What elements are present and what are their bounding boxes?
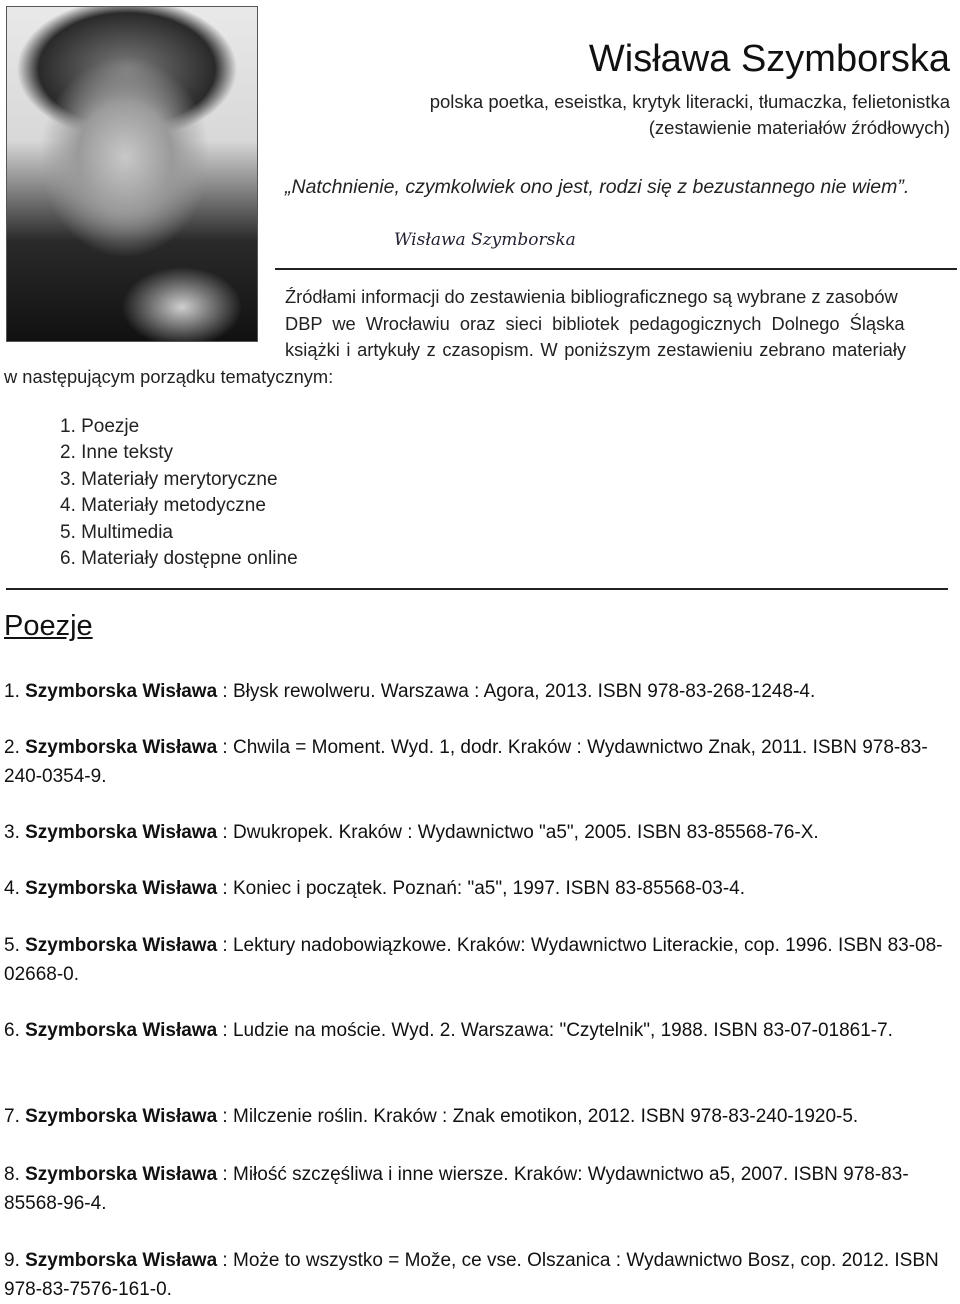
toc-item: 4. Materiały metodyczne [60, 495, 266, 517]
entry-details: : Chwila = Moment. Wyd. 1, dodr. Kraków : Wydawnictwo Znak, 2011. ISBN 978-83-240-0354-9. [4, 737, 928, 787]
entry-details: : Lektury nadobowiązkowe. Kraków: Wydawnictwo Literackie, cop. 1996. ISBN 83-08-02668-0. [4, 935, 943, 985]
bibliography-entry [4, 1246, 954, 1304]
subtitle-line: (zestawienie materiałów źródłowych) [648, 117, 950, 138]
entry-details: : Koniec i początek. Poznań: "a5", 1997. ISBN 83-85568-03-4. [217, 878, 746, 899]
entry-author: Szymborska Wisława [25, 822, 218, 843]
quote-text: „Natchnienie, czymkolwiek ono jest, rodzi się z bezustannego nie wiem”. [285, 176, 910, 198]
entry-number: 9. [4, 1250, 26, 1271]
quote-author: Wisława Szymborska [394, 230, 576, 250]
bibliography-entry [4, 1160, 954, 1218]
entry-details: : Błysk rewolweru. Warszawa : Agora, 2013. ISBN 978-83-268-1248-4. [217, 681, 816, 702]
page-subtitle [430, 89, 950, 141]
entry-details: : Może to wszystko = Može, ce vse. Olszanica : Wydawnictwo Bosz, cop. 2012. ISBN 978-83-7576-161-0. [4, 1250, 939, 1300]
entry-details: : Milczenie roślin. Kraków : Znak emotikon, 2012. ISBN 978-83-240-1920-5. [217, 1106, 859, 1127]
entry-number: 4. [4, 878, 26, 899]
entry-author: Szymborska Wisława [25, 681, 218, 702]
subtitle-line: polska poetka, eseistka, krytyk literacki, tłumaczka, felietonistka [429, 91, 950, 112]
entry-author: Szymborska Wisława [25, 935, 218, 956]
toc-item: 1. Poezje [60, 416, 140, 437]
entry-number: 1. [4, 681, 26, 702]
intro-line: DBP we Wrocławiu oraz sieci bibliotek pedagogicznych Dolnego Śląska [285, 312, 905, 334]
entry-number: 8. [4, 1164, 26, 1185]
entry-number: 6. [4, 1020, 26, 1041]
entry-details: : Ludzie na moście. Wyd. 2. Warszawa: "Czytelnik", 1988. ISBN 83-07-01861-7. [217, 1020, 893, 1041]
entry-details: : Miłość szczęśliwa i inne wiersze. Kraków: Wydawnictwo a5, 2007. ISBN 978-83-85568-96-4. [4, 1164, 909, 1214]
intro-line: książki i artykuły z czasopism. W poniższym zestawieniu zebrano materiały [285, 339, 907, 360]
section-heading-poezje: Poezje [4, 610, 93, 642]
bibliography-entry [4, 1102, 954, 1131]
entry-author: Szymborska Wisława [25, 1250, 218, 1271]
bibliography-entry [4, 931, 954, 989]
intro-paragraph [0, 284, 960, 394]
divider-rule [6, 588, 948, 590]
entry-author: Szymborska Wisława [25, 878, 218, 899]
entry-author: Szymborska Wisława [25, 1020, 218, 1041]
bibliography-entry [4, 874, 954, 903]
bibliography-entry [4, 677, 954, 706]
entry-number: 5. [4, 935, 26, 956]
intro-line: Źródłami informacji do zestawienia bibliograficznego są wybrane z zasobów [285, 286, 898, 307]
entry-author: Szymborska Wisława [25, 1106, 218, 1127]
entry-details: : Dwukropek. Kraków : Wydawnictwo "a5", 2005. ISBN 83-85568-76-X. [217, 822, 819, 843]
toc-item: 6. Materiały dostępne online [60, 548, 298, 570]
bibliography-entry [4, 818, 954, 847]
bibliography-entry [4, 733, 954, 791]
toc-item: 5. Multimedia [60, 521, 173, 543]
entry-author: Szymborska Wisława [25, 737, 218, 758]
divider-rule [275, 268, 957, 270]
entry-number: 7. [4, 1106, 26, 1127]
toc-item: 2. Inne teksty [60, 442, 174, 464]
entry-number: 3. [4, 822, 26, 843]
page-title: Wisława Szymborska [588, 38, 950, 80]
entry-number: 2. [4, 737, 26, 758]
table-of-contents [60, 414, 298, 572]
intro-line: w następującym porządku tematycznym: [4, 365, 334, 387]
bibliography-entry [4, 1016, 954, 1045]
entry-author: Szymborska Wisława [25, 1164, 218, 1185]
toc-item: 3. Materiały merytoryczne [60, 468, 278, 490]
